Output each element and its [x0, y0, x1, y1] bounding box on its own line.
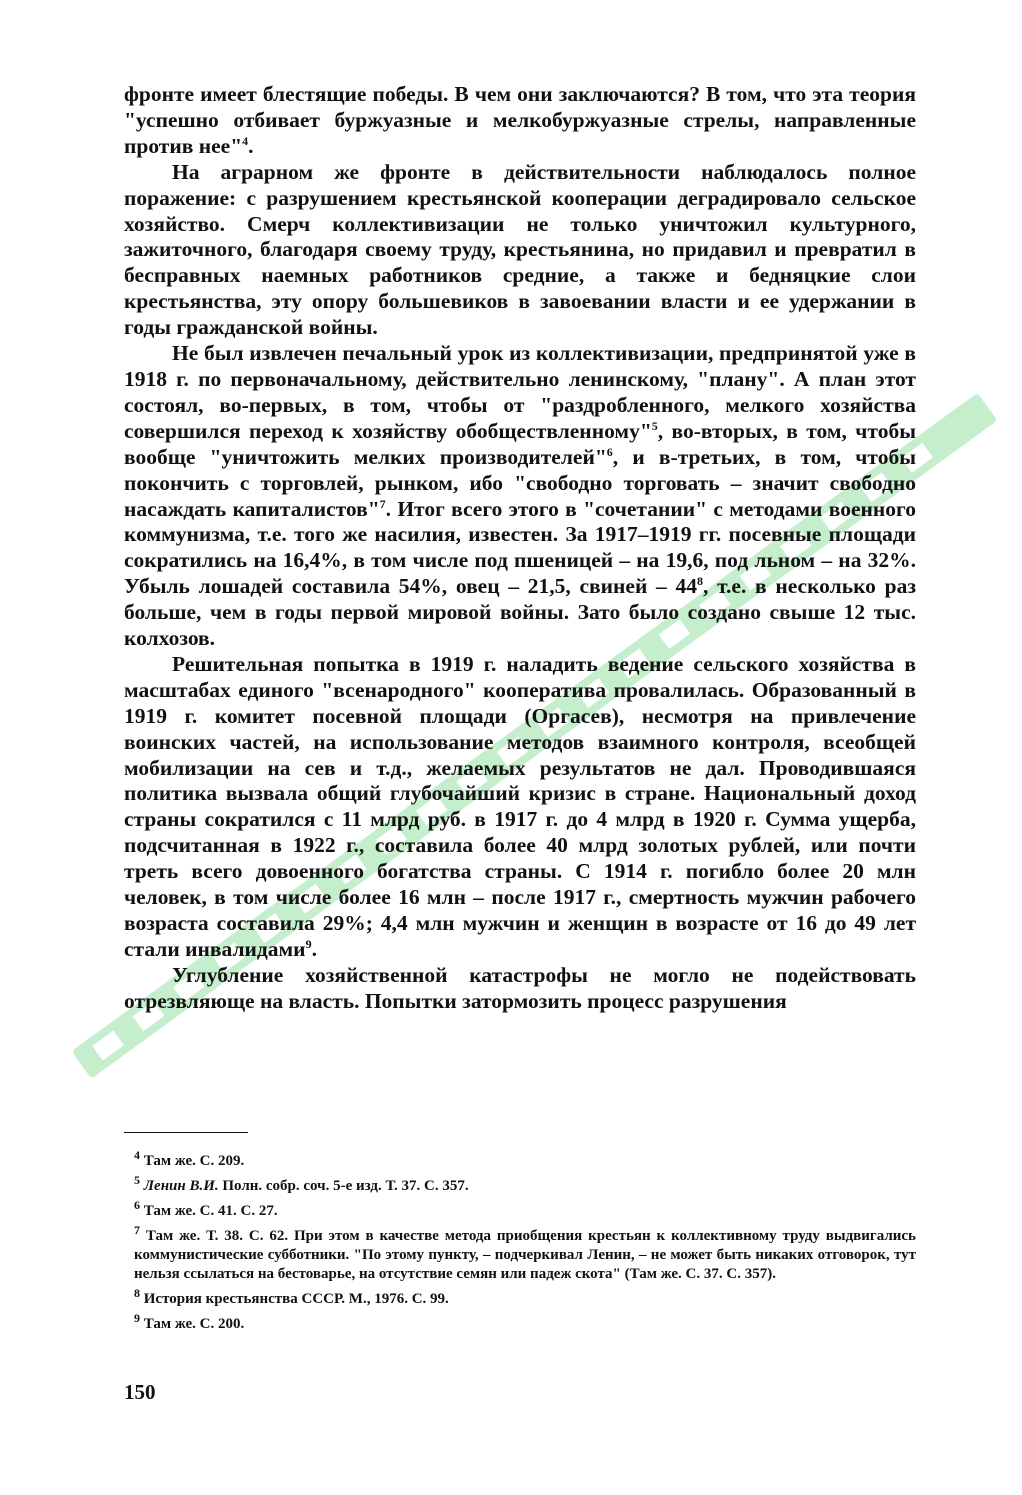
footnote-ref-6: 6 — [606, 444, 613, 459]
paragraph-1: фронте имеет блестящие победы. В чем они заключаются? В том, что эта теория "успешно отбивает буржуазные и мелкобуржуазные стрелы, направленные против нее"$^4$. — [124, 82, 916, 158]
page-number: 150 — [124, 1380, 156, 1404]
book-page — [124, 82, 916, 1404]
footnotes — [134, 1148, 916, 1340]
footnote-ref-8: 8 — [697, 574, 703, 589]
footnote-5: $^5$ Ленин В.И. Полн. собр. соч. 5-е изд. Т. 37. С. 357. — [134, 1173, 469, 1194]
paragraph-5: Углубление хозяйственной катастрофы не могло не подействовать отрезвляюще на власть. Попытки затормозить процесс разрушения — [124, 962, 916, 1013]
footnote-6: $^6$ Там же. С. 41. С. 27. — [134, 1198, 278, 1219]
footnote-ref-4: 4 — [242, 133, 249, 148]
footnote-ref-5: 5 — [651, 418, 658, 433]
footnote-separator — [124, 1132, 248, 1133]
footnote-ref-9: 9 — [305, 936, 312, 951]
main-text — [124, 82, 916, 1015]
paragraph-2: На аграрном же фронте в действительности наблюдалось полное поражение: с разрушением крестьянской кооперации деградировало сельское хозяйство. Смерч коллективизации не только уничтожил культурного, зажиточного, благодаря своему труду, крестьянина, но придавил и превратил в бесправных наемных работников средние, а также и бедняцкие слои крестьянства, эту опору большевиков в завоевании власти и ее удержании в годы гражданской войны. — [124, 159, 916, 340]
footnote-8: $^8$ История крестьянства СССР. М., 1976. С. 99. — [134, 1286, 449, 1307]
paragraph-3: Не был извлечен печальный урок из коллективизации, предпринятой уже в 1918 г. по первоначальному, действительно ленинскому, "плану". А план этот состоял, во-первых, в том, чтобы от "раздробленного, мелкого хозяйства совершился переход к хозяйству обобществленному"$^5$, во-вторых, в том, чтобы вообще "уничтожить мелких производителей"$^6$, и в-третьих, в том, чтобы покончить с торговлей, рынком, ибо "свободно торговать – значит свободно насаждать капиталистов"$^7$. Итог всего этого в "сочетании" с методами военного коммунизма, т.е. того же насилия, известен. За 1917–1919 гг. посевные площади сократились на 16,4%, в том числе под пшеницей – на 19,6, под льном – на 32%. Убыль лошадей составила 54%, овец – 21,5, свиней – $44^8$, т.е. в несколько раз больше, чем в годы первой мировой войны. Зато было создано свыше 12 тыс. колхозов. — [124, 341, 916, 651]
footnote-4: $^4$ Там же. С. 209. — [134, 1148, 245, 1169]
paragraph-4: Решительная попытка в 1919 г. наладить ведение сельского хозяйства в масштабах единого "всенародного" кооператива провалилась. Образованный в 1919 г. комитет посевной площади (Оргасев), несмотря на привлечение воинских частей, на использование методов взаимного контроля, всеобщей мобилизации на сев и т.д., желаемых результатов не дал. Проводившаяся политика вызвала общий глубочайший кризис в стране. Национальный доход страны сократился с 11 млрд руб. в 1917 г. до 4 млрд в 1920 г. Сумма ущерба, подсчитанная в 1922 г., составила более 40 млрд золотых рублей, или почти треть всего довоенного богатства страны. С 1914 г. погибло более 20 млн человек, в том числе более 16 млн – после 1917 г., смертность мужчин рабочего возраста составила 29%; 4,4 млн мужчин и женщин в возрасте от 16 до 49 лет стали инвалидами$^9$. — [124, 651, 916, 961]
footnote-ref-7: 7 — [379, 496, 386, 511]
footnote-9: $^9$ Там же. С. 200. — [134, 1311, 245, 1332]
footnote-7: $^7$ Там же. Т. 38. С. 62. При этом в качестве метода приобщения крестьян к коллективному труду выдвигались коммунистические субботники. "По этому пункту, – подчеркивал Ленин, – не может быть никаких отговорок, тут нельзя ссылаться на бестоварье, на отсутствие семян или падеж скота" (Там же. С. 37. С. 357). — [134, 1223, 916, 1282]
